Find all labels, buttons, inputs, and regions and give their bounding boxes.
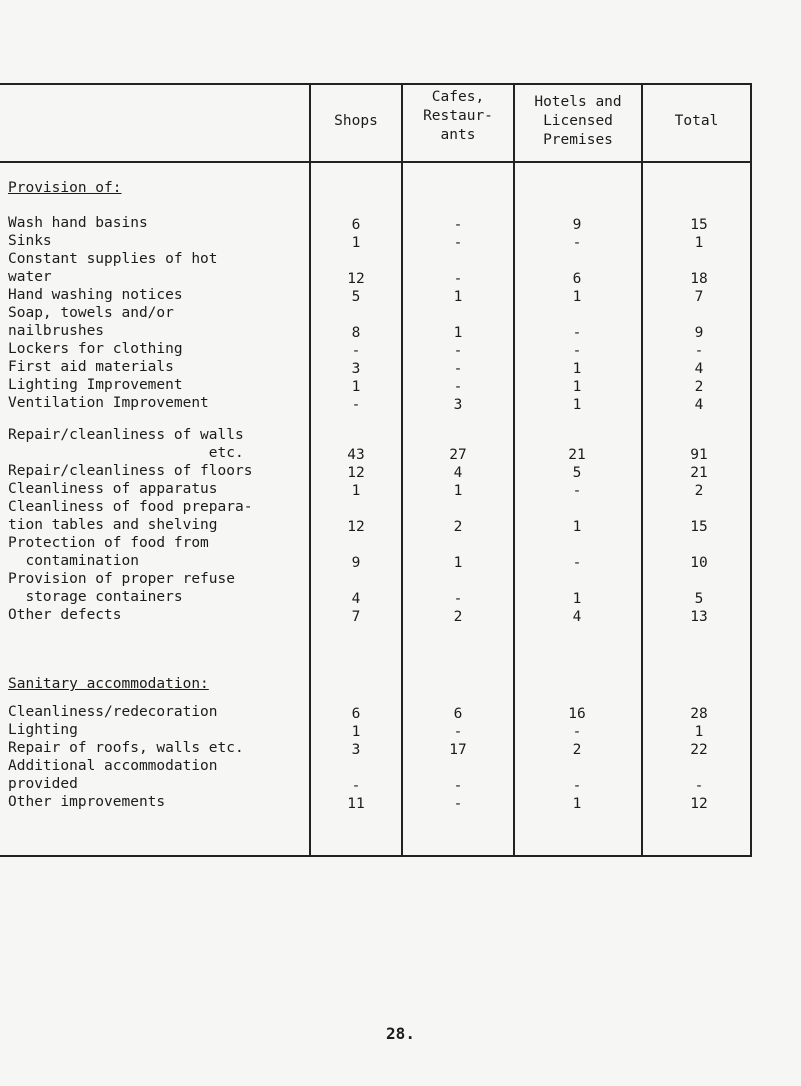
cafes-value: 2 <box>453 519 463 535</box>
column-divider-2 <box>401 83 403 857</box>
hotels-value: - <box>572 724 582 740</box>
cafes-value: 1 <box>453 325 463 341</box>
row-label: Other defects <box>8 607 122 623</box>
hotels-value: - <box>572 325 582 341</box>
row-label: Repair of roofs, walls etc. <box>8 740 244 756</box>
total-value: 9 <box>694 325 704 341</box>
total-value: 13 <box>690 609 708 625</box>
cafes-value: - <box>453 361 463 377</box>
row-label: Additional accommodation <box>8 758 218 774</box>
row-label: tion tables and shelving <box>8 517 218 533</box>
row-label: Wash hand basins <box>8 215 148 231</box>
cafes-value: 3 <box>453 397 463 413</box>
header-hotels-line2: Licensed <box>543 113 613 129</box>
hotels-value: 1 <box>572 379 582 395</box>
total-value: 15 <box>690 519 708 535</box>
total-value: 4 <box>694 361 704 377</box>
shops-value: 6 <box>351 706 361 722</box>
total-value: 1 <box>694 235 704 251</box>
hotels-value: - <box>572 343 582 359</box>
row-label: Protection of food from <box>8 535 209 551</box>
total-value: 15 <box>690 217 708 233</box>
hotels-value: 1 <box>572 397 582 413</box>
hotels-value: 1 <box>572 796 582 812</box>
header-hotels-line1: Hotels and <box>534 94 622 110</box>
cafes-value: - <box>453 591 463 607</box>
row-label: storage containers <box>8 589 183 605</box>
cafes-value: - <box>453 217 463 233</box>
hotels-value: 21 <box>568 447 586 463</box>
shops-value: 1 <box>351 724 361 740</box>
row-label: First aid materials <box>8 359 174 375</box>
cafes-value: 4 <box>453 465 463 481</box>
hotels-value: 16 <box>568 706 586 722</box>
total-value: - <box>694 343 704 359</box>
total-value: 2 <box>694 483 704 499</box>
total-value: 91 <box>690 447 708 463</box>
total-value: 7 <box>694 289 704 305</box>
row-label: Soap, towels and/or <box>8 305 174 321</box>
shops-value: 6 <box>351 217 361 233</box>
hotels-value: 1 <box>572 361 582 377</box>
cafes-value: - <box>453 235 463 251</box>
row-label: Cleanliness of apparatus <box>8 481 218 497</box>
total-value: 28 <box>690 706 708 722</box>
total-value: 21 <box>690 465 708 481</box>
row-label: Constant supplies of hot <box>8 251 218 267</box>
shops-value: 12 <box>347 271 365 287</box>
cafes-value: 6 <box>453 706 463 722</box>
total-value: 18 <box>690 271 708 287</box>
shops-value: 12 <box>347 465 365 481</box>
table-right-border <box>750 83 752 857</box>
total-value: 4 <box>694 397 704 413</box>
section-heading: Sanitary accommodation: <box>8 676 209 692</box>
hotels-value: 1 <box>572 591 582 607</box>
header-total-text: Total <box>674 113 719 129</box>
header-total <box>643 112 750 131</box>
shops-value: 3 <box>351 742 361 758</box>
total-value: - <box>694 778 704 794</box>
cafes-value: - <box>453 796 463 812</box>
row-label: Repair/cleanliness of walls <box>8 427 244 443</box>
hotels-value: - <box>572 778 582 794</box>
hotels-value: 5 <box>572 465 582 481</box>
hotels-value: 4 <box>572 609 582 625</box>
cafes-value: 1 <box>453 483 463 499</box>
total-value: 12 <box>690 796 708 812</box>
header-hotels-line3: Premises <box>543 132 613 148</box>
header-cafes-line2: Restaur- <box>423 108 493 124</box>
header-cafes-line3: ants <box>440 127 476 143</box>
shops-value: 5 <box>351 289 361 305</box>
shops-value: 1 <box>351 235 361 251</box>
cafes-value: - <box>453 379 463 395</box>
cafes-value: 1 <box>453 289 463 305</box>
row-label: Cleanliness of food prepara- <box>8 499 253 515</box>
header-shops <box>311 112 401 131</box>
row-label: Provision of proper refuse <box>8 571 235 587</box>
shops-value: 11 <box>347 796 365 812</box>
hotels-value: - <box>572 235 582 251</box>
row-label: Repair/cleanliness of floors <box>8 463 253 479</box>
header-hotels <box>515 93 641 150</box>
header-cafes-line1: Cafes, <box>431 89 485 105</box>
column-divider-1 <box>309 83 311 857</box>
cafes-value: - <box>453 778 463 794</box>
row-label: Other improvements <box>8 794 166 810</box>
row-label: water <box>8 269 52 285</box>
header-cafes <box>403 88 513 145</box>
hotels-value: 2 <box>572 742 582 758</box>
table-bottom-border <box>0 855 752 857</box>
shops-value: - <box>351 397 361 413</box>
cafes-value: 1 <box>453 555 463 571</box>
row-label: Sinks <box>8 233 52 249</box>
column-divider-3 <box>513 83 515 857</box>
shops-value: 9 <box>351 555 361 571</box>
hotels-value: 9 <box>572 217 582 233</box>
hotels-value: 6 <box>572 271 582 287</box>
header-shops-text: Shops <box>334 113 378 129</box>
section-heading: Provision of: <box>8 180 122 196</box>
page-number: 28. <box>386 1024 415 1043</box>
total-value: 10 <box>690 555 708 571</box>
row-label: Cleanliness/redecoration <box>8 704 218 720</box>
cafes-value: - <box>453 343 463 359</box>
shops-value: 3 <box>351 361 361 377</box>
total-value: 5 <box>694 591 704 607</box>
cafes-value: 2 <box>453 609 463 625</box>
hotels-value: 1 <box>572 289 582 305</box>
row-label: Lighting Improvement <box>8 377 183 393</box>
shops-value: 12 <box>347 519 365 535</box>
hotels-value: - <box>572 483 582 499</box>
hotels-value: 1 <box>572 519 582 535</box>
shops-value: 8 <box>351 325 361 341</box>
shops-value: 1 <box>351 483 361 499</box>
row-label: nailbrushes <box>8 323 105 339</box>
row-label: etc. <box>8 445 244 461</box>
total-value: 2 <box>694 379 704 395</box>
table-top-border <box>0 83 752 85</box>
shops-value: - <box>351 343 361 359</box>
shops-value: 7 <box>351 609 361 625</box>
row-label: Lighting <box>8 722 78 738</box>
shops-value: 4 <box>351 591 361 607</box>
total-value: 22 <box>690 742 708 758</box>
shops-value: - <box>351 778 361 794</box>
row-label: contamination <box>8 553 139 569</box>
cafes-value: 17 <box>449 742 467 758</box>
row-label: provided <box>8 776 78 792</box>
row-label: Hand washing notices <box>8 287 183 303</box>
total-value: 1 <box>694 724 704 740</box>
column-divider-4 <box>641 83 643 857</box>
shops-value: 43 <box>347 447 365 463</box>
shops-value: 1 <box>351 379 361 395</box>
row-label: Lockers for clothing <box>8 341 183 357</box>
cafes-value: 27 <box>449 447 467 463</box>
cafes-value: - <box>453 271 463 287</box>
hotels-value: - <box>572 555 582 571</box>
header-separator <box>0 161 752 163</box>
cafes-value: - <box>453 724 463 740</box>
row-label: Ventilation Improvement <box>8 395 209 411</box>
